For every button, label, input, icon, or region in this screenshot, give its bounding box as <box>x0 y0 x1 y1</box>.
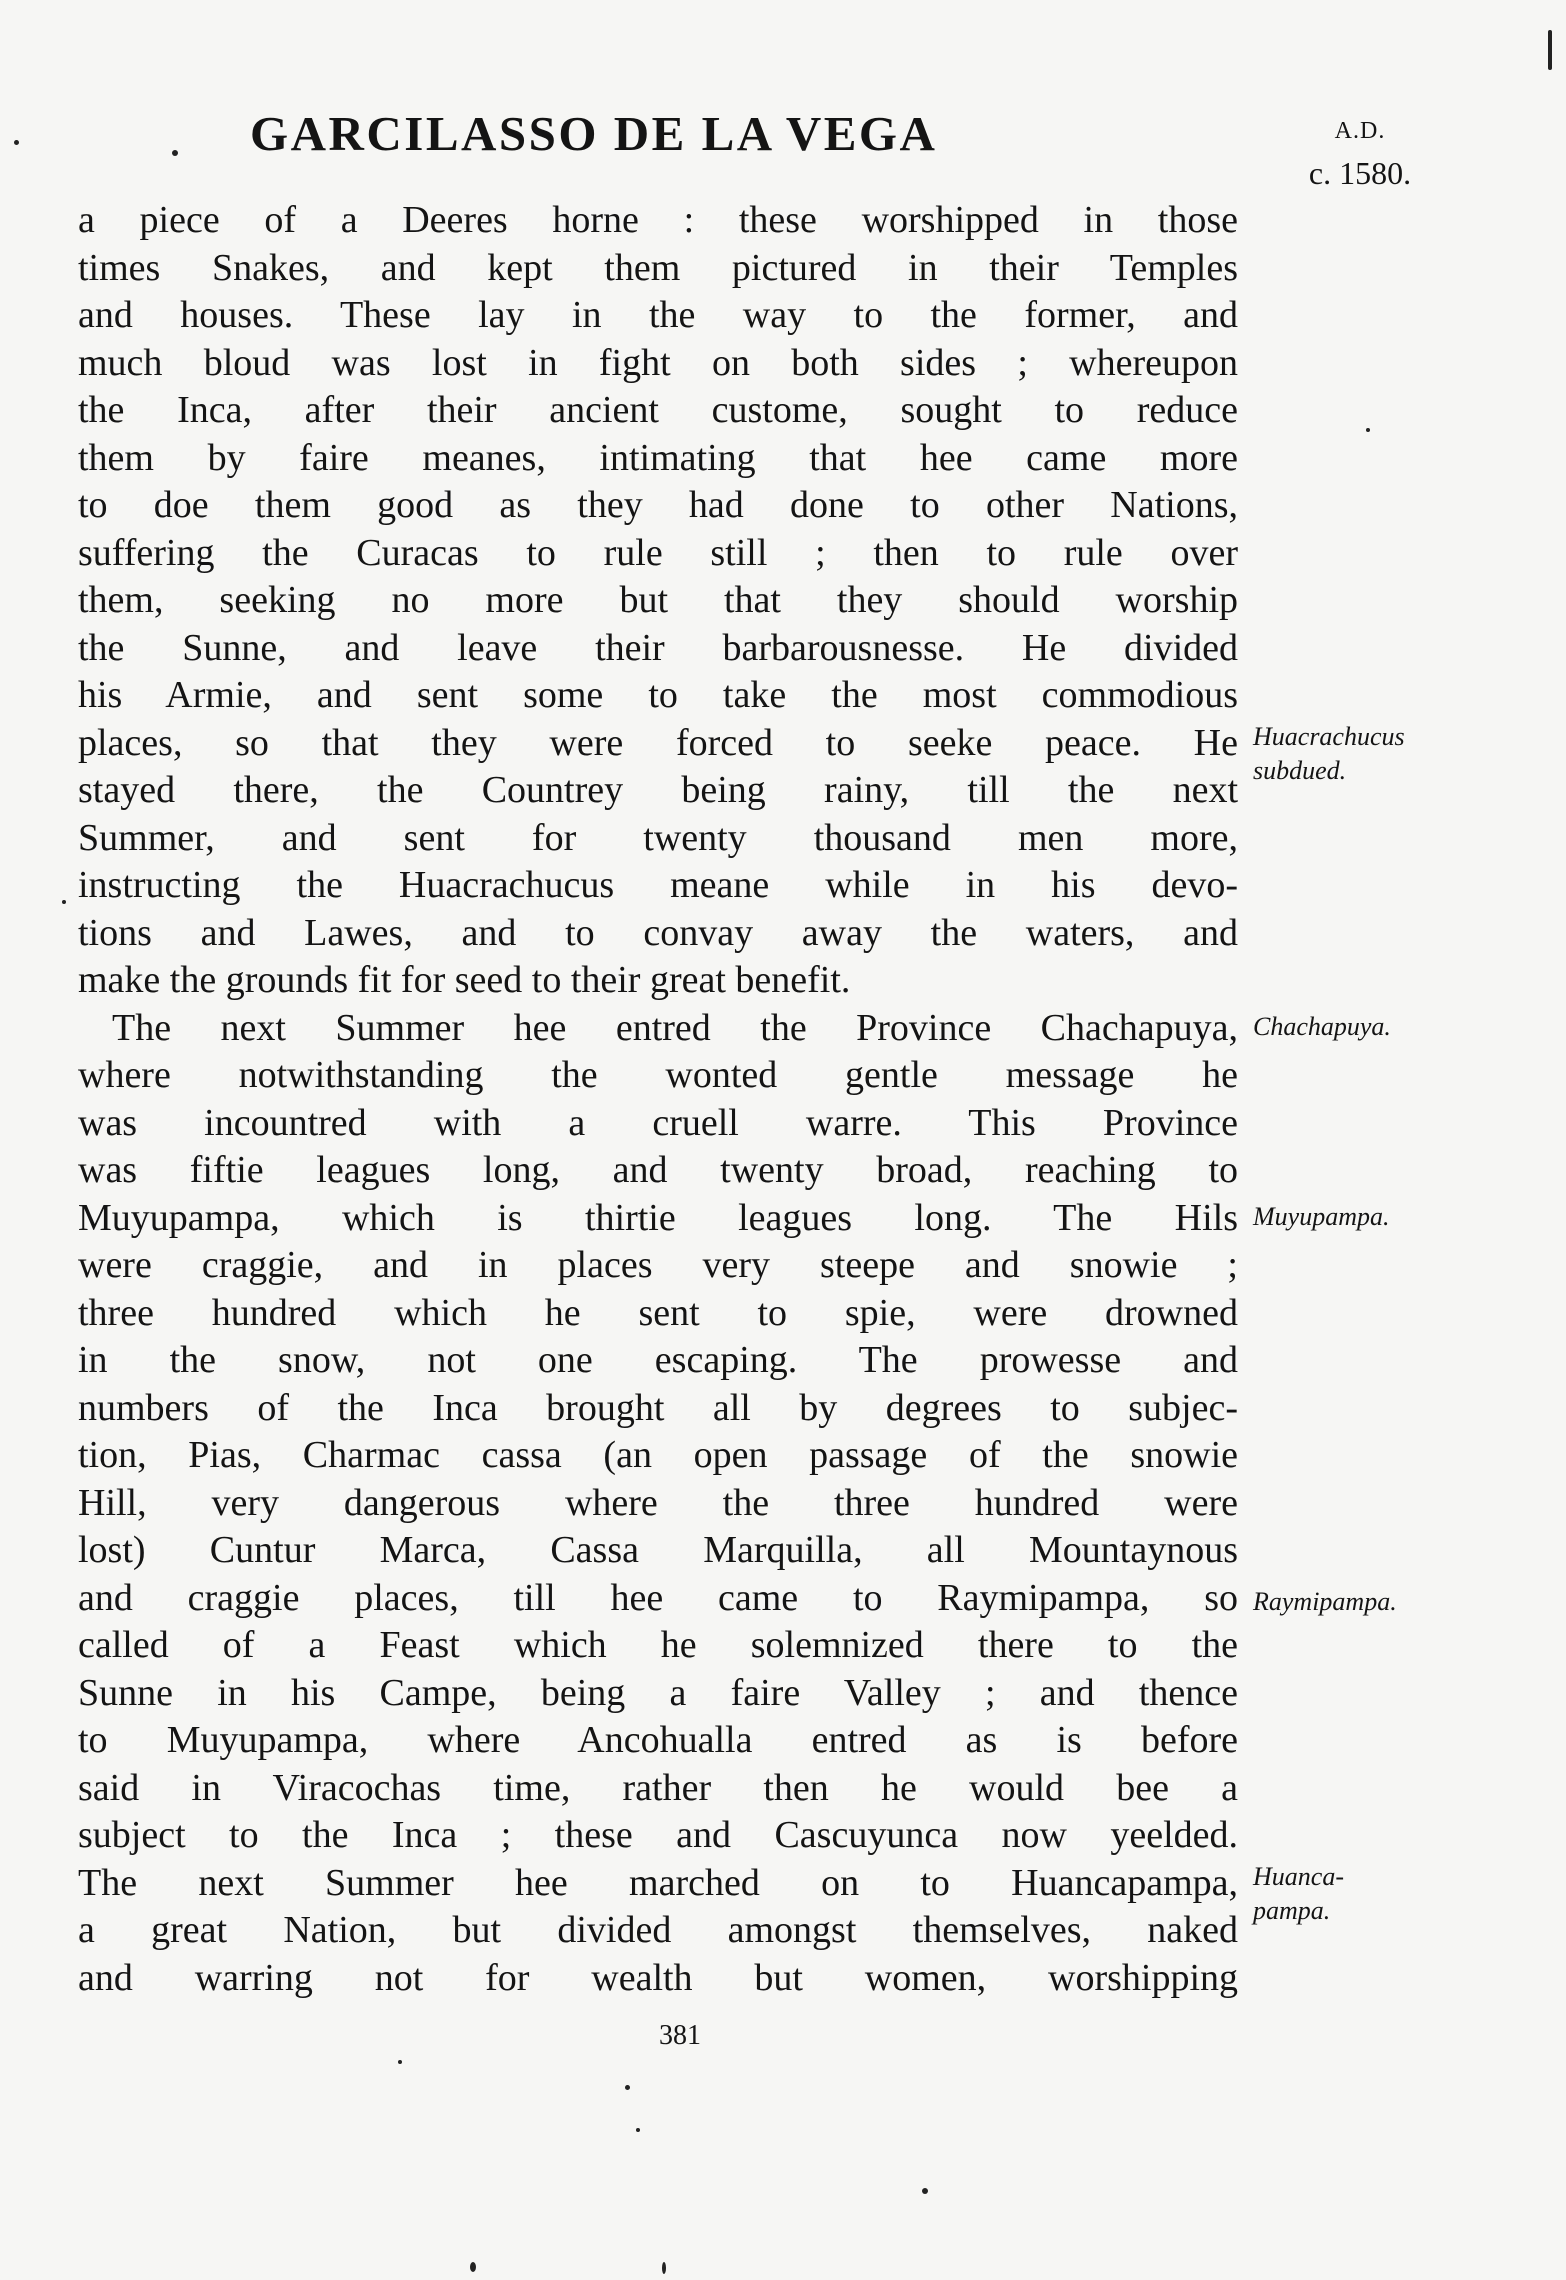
body-text <box>78 197 1238 2002</box>
text-line: them, seeking no more but that they should worship <box>78 579 1238 621</box>
text-line: were craggie, and in places very steepe and snowie ; <box>78 1244 1238 1286</box>
text-line: a piece of a Deeres horne : these worshipped in those <box>78 199 1238 241</box>
text-line: suffering the Curacas to rule still ; then to rule over <box>78 531 1238 574</box>
text-line: stayed there, the Countrey being rainy, till the next <box>78 769 1238 811</box>
text-line: and houses. These lay in the way to the former, and <box>78 294 1238 336</box>
scan-speck <box>662 2262 666 2274</box>
text-line: numbers of the Inca brought all by degrees to subjec- <box>78 1386 1238 1429</box>
text-line: called of a Feast which he solemnized there to the <box>78 1624 1238 1666</box>
running-head-date <box>1260 110 1460 194</box>
margin-note-line: Huacrachucus <box>1253 722 1405 751</box>
text-line: a great Nation, but divided amongst themselves, naked <box>78 1909 1238 1951</box>
text-line: his Armie, and sent some to take the most commodious <box>78 674 1238 716</box>
text-line: times Snakes, and kept them pictured in their Temples <box>78 246 1238 289</box>
scan-speck <box>1366 428 1370 432</box>
scan-speck <box>398 2060 402 2064</box>
margin-note-huacrachucus <box>1253 720 1493 788</box>
margin-note-line: subdued. <box>1253 756 1347 785</box>
date-era: A.D. <box>1334 118 1386 144</box>
text-line: them by faire meanes, intimating that hee came more <box>78 436 1238 479</box>
text-line: tions and Lawes, and to convay away the waters, and <box>78 911 1238 954</box>
text-line: make the grounds fit for seed to their great benefit. <box>78 959 851 1001</box>
text-line: lost) Cuntur Marca, Cassa Marquilla, all Mountaynous <box>78 1529 1238 1571</box>
margin-note-line: Raymipampa. <box>1253 1587 1397 1616</box>
text-line: The next Summer hee entred the Province Chachapuya, <box>112 1006 1238 1049</box>
text-line: to Muyupampa, where Ancohualla entred as is before <box>78 1719 1238 1761</box>
margin-note-muyupampa <box>1253 1200 1493 1234</box>
scan-speck <box>625 2085 630 2090</box>
text-line: in the snow, not one escaping. The prowesse and <box>78 1339 1238 1381</box>
text-line: and warring not for wealth but women, worshipping <box>78 1956 1238 1999</box>
text-line: where notwithstanding the wonted gentle message he <box>78 1054 1238 1096</box>
margin-note-raymipampa <box>1253 1585 1493 1619</box>
running-head-title: GARCILASSO DE LA VEGA <box>250 106 938 161</box>
text-line: The next Summer hee marched on to Huancapampa, <box>78 1861 1238 1904</box>
date-value: c. 1580. <box>1308 155 1412 191</box>
margin-note-chachapuya <box>1253 1010 1493 1044</box>
scan-speck <box>636 2128 640 2132</box>
scan-speck <box>62 900 66 904</box>
text-line: Summer, and sent for twenty thousand men more, <box>78 816 1238 859</box>
text-line: and craggie places, till hee came to Raymipampa, so <box>78 1576 1238 1619</box>
text-line: Hill, very dangerous where the three hundred were <box>78 1481 1238 1524</box>
page-number: 381 <box>659 2020 701 2051</box>
scan-speck <box>470 2262 476 2272</box>
margin-note-line: Chachapuya. <box>1253 1012 1391 1041</box>
text-line: the Sunne, and leave their barbarousnesse. He divided <box>78 626 1238 669</box>
margin-note-huancapampa <box>1253 1860 1493 1928</box>
text-line: much bloud was lost in fight on both sides ; whereupon <box>78 341 1238 384</box>
text-line: three hundred which he sent to spie, were drowned <box>78 1291 1238 1334</box>
text-line: places, so that they were forced to seeke peace. He <box>78 721 1238 764</box>
scan-speck <box>922 2188 928 2194</box>
text-line: the Inca, after their ancient custome, sought to reduce <box>78 389 1238 431</box>
margin-note-line: pampa. <box>1253 1896 1331 1925</box>
text-line: said in Viracochas time, rather then he would bee a <box>78 1766 1238 1809</box>
scan-speck <box>14 140 19 145</box>
text-line: subject to the Inca ; these and Cascuyunca now yeelded. <box>78 1814 1238 1856</box>
text-line: Sunne in his Campe, being a faire Valley ; and thence <box>78 1671 1238 1714</box>
margin-note-line: Muyupampa. <box>1253 1202 1390 1231</box>
text-line: was incountred with a cruell warre. This Province <box>78 1101 1238 1144</box>
margin-note-line: Huanca- <box>1253 1862 1344 1891</box>
text-line: Muyupampa, which is thirtie leagues long. The Hils <box>78 1196 1238 1239</box>
text-line: was fiftie leagues long, and twenty broad, reaching to <box>78 1149 1238 1191</box>
text-line: to doe them good as they had done to other Nations, <box>78 484 1238 526</box>
text-line: instructing the Huacrachucus meane while in his devo- <box>78 864 1238 906</box>
text-line: tion, Pias, Charmac cassa (an open passage of the snowie <box>78 1434 1238 1476</box>
scan-speck <box>1548 30 1552 70</box>
scan-speck <box>172 150 178 156</box>
